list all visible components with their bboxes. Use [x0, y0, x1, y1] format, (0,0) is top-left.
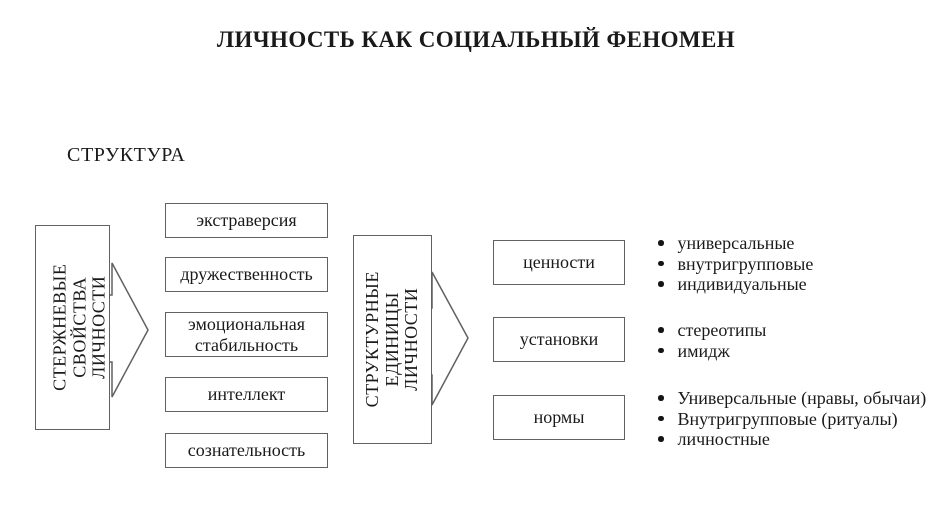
norms-bullet-list: [658, 388, 926, 450]
trait-box-extraversion: [165, 203, 328, 238]
core-traits-box: [35, 225, 110, 430]
bullet-icon: [658, 416, 664, 422]
unit-label: установки: [519, 329, 599, 349]
structural-units-label-line: ЕДИНИЦЫ: [381, 292, 402, 387]
list-item: [658, 274, 813, 295]
list-item-label: внутригрупповые: [677, 253, 814, 274]
list-item-label: стереотипы: [677, 320, 767, 340]
bullet-icon: [658, 281, 664, 287]
trait-label: экстраверсия: [196, 210, 297, 230]
list-item-label: индивидуальные: [677, 274, 807, 294]
trait-label: дружественность: [180, 264, 313, 284]
list-item: [658, 429, 926, 450]
unit-label: ценности: [523, 252, 595, 272]
list-item: [658, 320, 766, 341]
trait-box-conscientiousness: [165, 433, 328, 468]
list-item: [658, 233, 813, 254]
bullet-icon: [658, 348, 664, 354]
trait-box-intellect: [165, 377, 328, 412]
list-item: [658, 409, 926, 430]
trait-label: интеллект: [207, 384, 286, 404]
list-item: [658, 254, 813, 275]
core-traits-rotated-label: [50, 264, 109, 391]
trait-label: сознательность: [187, 440, 306, 460]
values-bullet-list: [658, 233, 813, 295]
list-item: [658, 388, 926, 409]
bullet-icon: [658, 240, 664, 246]
unit-box-norms: [493, 395, 625, 440]
core-traits-label-line: ЛИЧНОСТИ: [88, 275, 109, 380]
bullet-icon: [658, 395, 664, 401]
core-traits-label-line: СТЕРЖНЕВЫЕ: [49, 263, 70, 392]
bullet-icon: [658, 436, 664, 442]
page-title: ЛИЧНОСТЬ КАК СОЦИАЛЬНЫЙ ФЕНОМЕН: [216, 27, 736, 52]
bullet-icon: [658, 261, 664, 267]
attitudes-bullet-list: [658, 320, 766, 361]
list-item-label: Универсальные (нравы, обычаи): [677, 388, 927, 408]
structural-units-rotated-label: [363, 271, 422, 407]
structural-units-label-line: СТРУКТУРНЫЕ: [362, 271, 383, 408]
unit-label: нормы: [533, 407, 585, 427]
trait-box-emotional-stability: [165, 312, 328, 357]
list-item: [658, 341, 766, 362]
structural-units-box: [353, 235, 432, 444]
list-item-label: личностные: [677, 429, 770, 449]
trait-box-agreeableness: [165, 257, 328, 292]
unit-box-attitudes: [493, 317, 625, 362]
list-item-label: имидж: [677, 340, 730, 361]
list-item-label: универсальные: [677, 233, 795, 253]
core-traits-label-line: СВОЙСТВА: [68, 277, 89, 378]
bullet-icon: [658, 327, 664, 333]
unit-box-values: [493, 240, 625, 285]
structure-label: СТРУКТУРА: [67, 144, 186, 166]
trait-label: эмоциональная стабильность: [187, 313, 306, 355]
list-item-label: Внутригрупповые (ритуалы): [677, 408, 898, 429]
structural-units-label-line: ЛИЧНОСТИ: [401, 287, 422, 392]
